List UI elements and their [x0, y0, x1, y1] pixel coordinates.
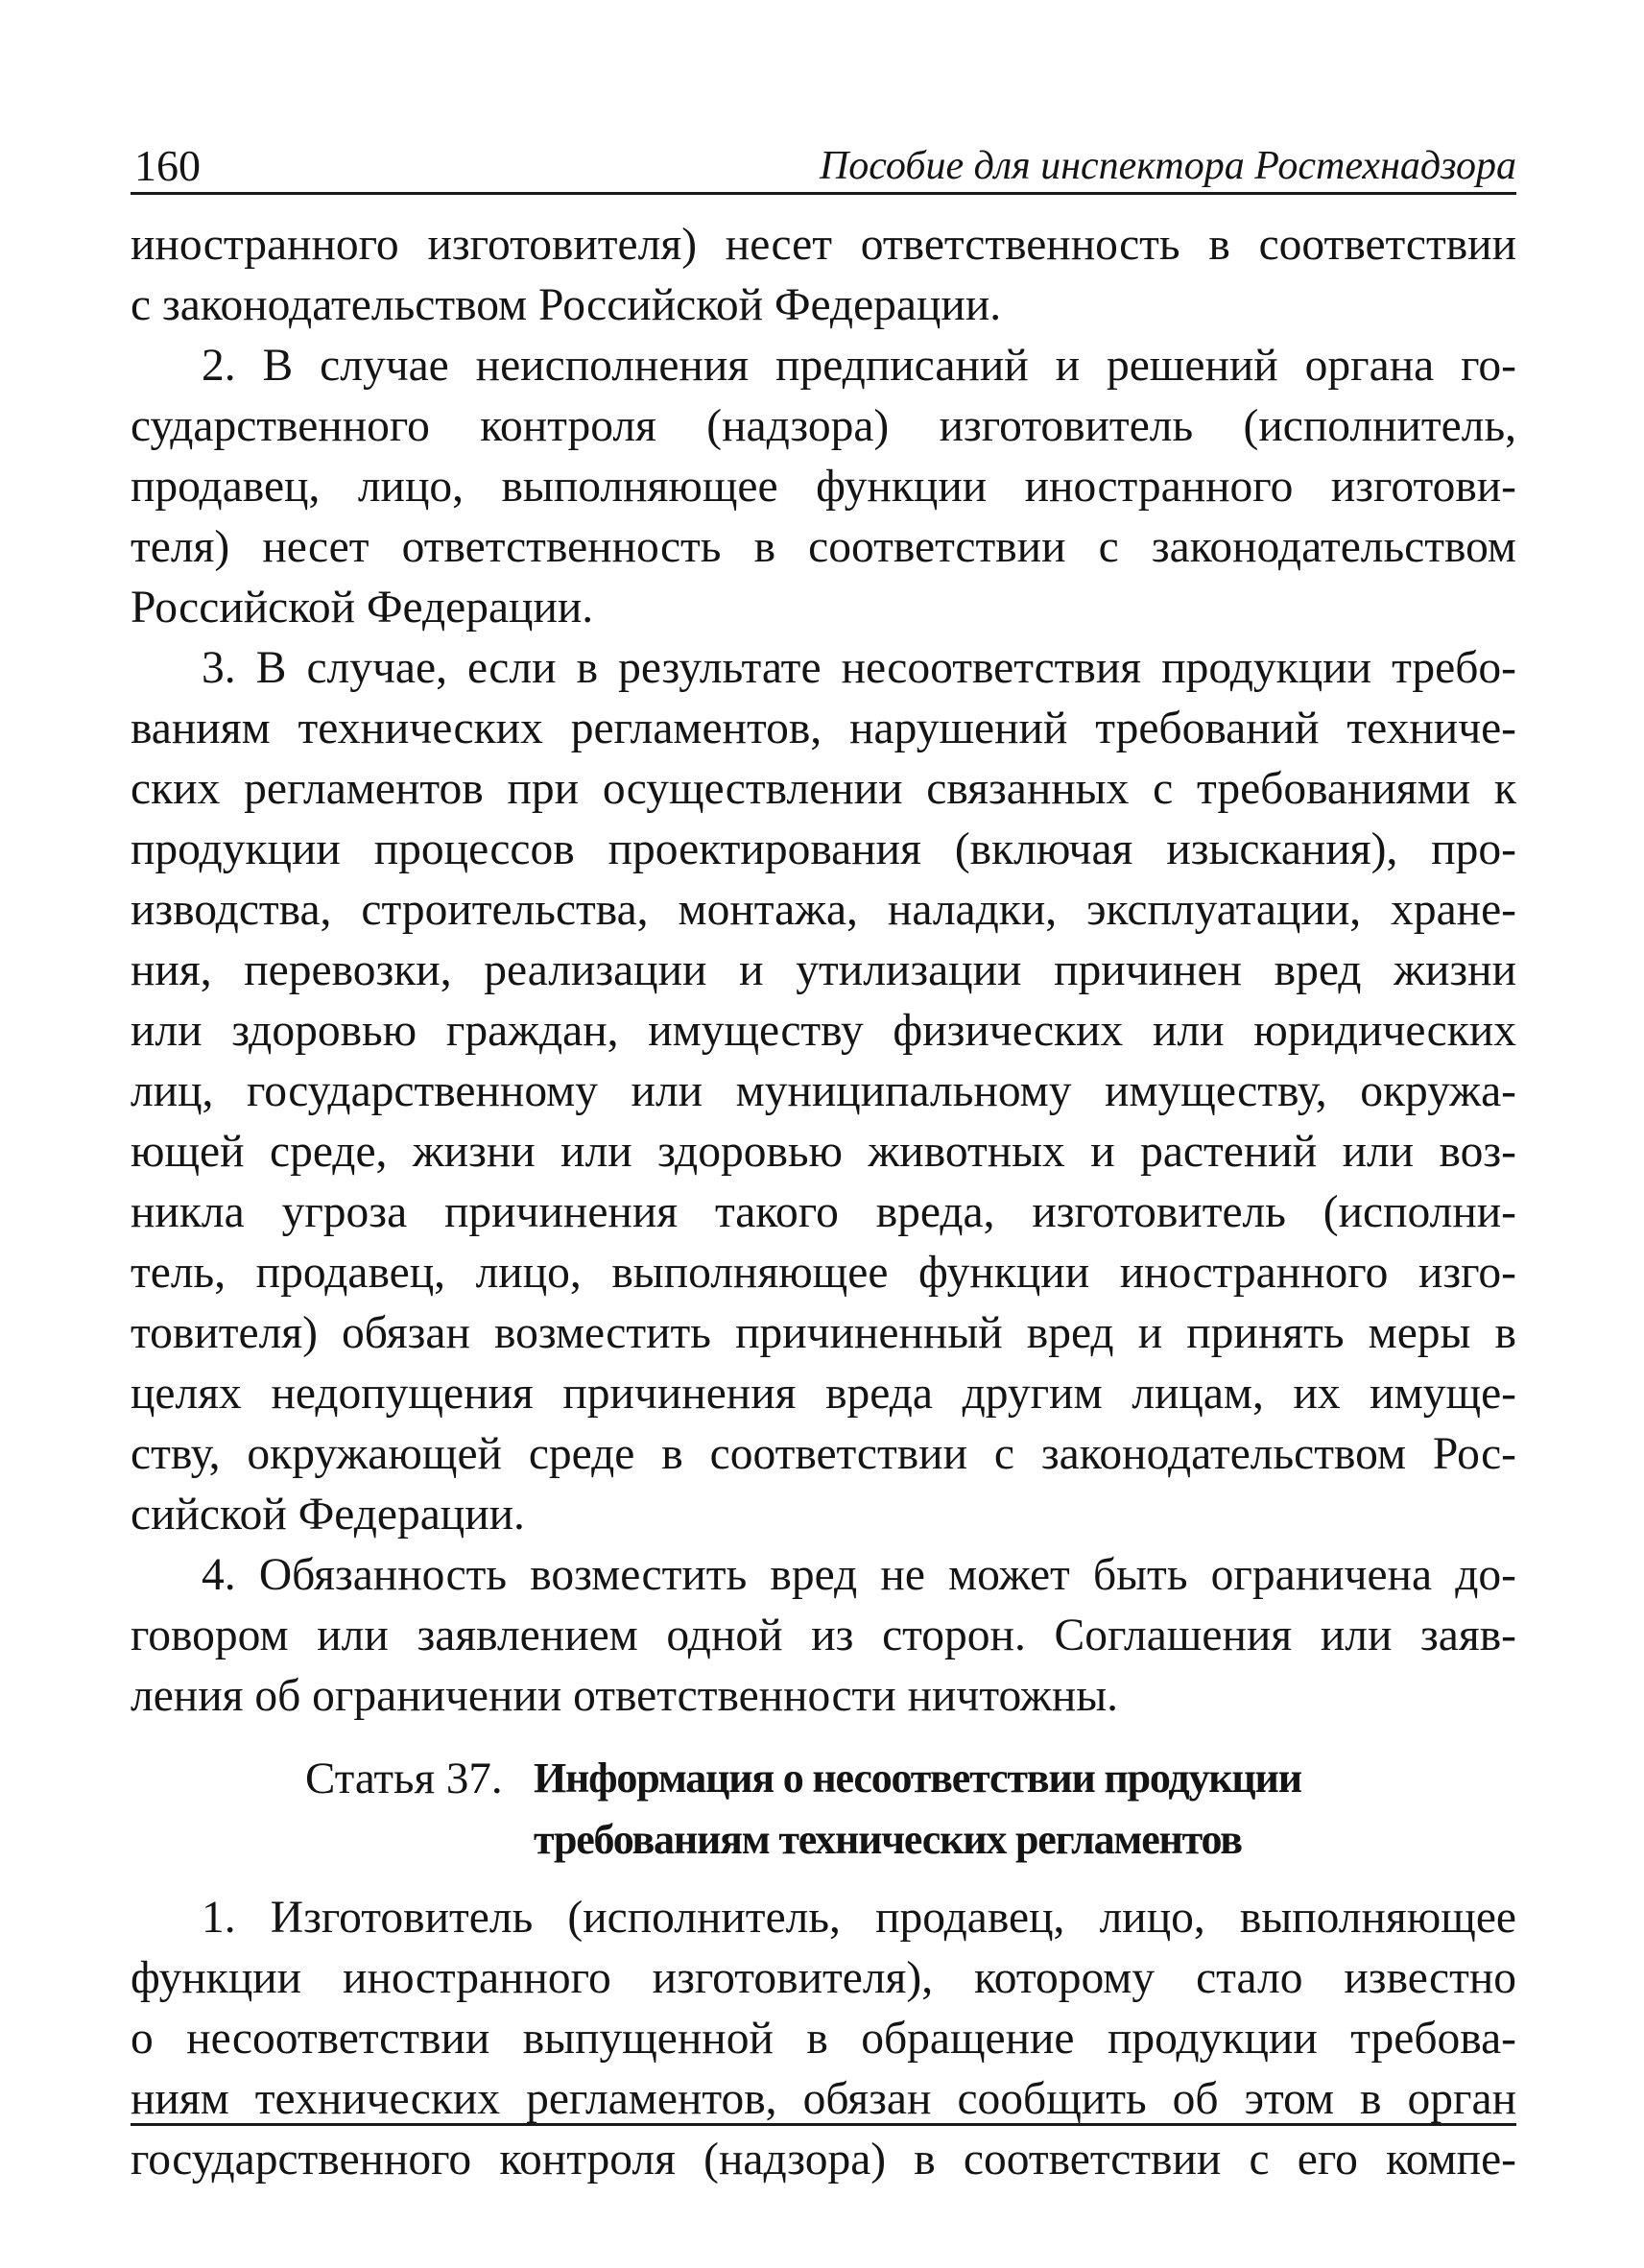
paragraph-clause-4 [131, 1545, 1516, 1727]
page-header [131, 132, 1516, 195]
footer-rule [131, 2123, 1516, 2126]
text-line: лиц, государственному или муниципальному имуществу, окружа- [131, 1066, 1516, 1116]
text-line: функции иностранного изготовителя), которому стало известно [131, 1953, 1516, 2003]
text-line: теля) несет ответственность в соответствии с законодательством [131, 522, 1516, 572]
text-line: целях недопущения причинения вреда другим лицам, их имуще- [131, 1369, 1516, 1419]
text-line: о несоответствии выпущенной в обращение продукции требова- [131, 2014, 1516, 2064]
text-line: Российской Федерации. [131, 583, 594, 633]
paragraph-article-clause-1 [131, 1888, 1516, 2190]
text-line: продукции процессов проектирования (включая изыскания), про- [131, 824, 1516, 874]
paragraph-clause-3 [131, 638, 1516, 1545]
text-line: ющей среде, жизни или здоровью животных и растений или воз- [131, 1127, 1516, 1177]
article-label: Статья 37. [305, 1754, 503, 1803]
text-line: сударственного контроля (надзора) изготовитель (исполнитель, [131, 401, 1516, 451]
text-line: говором или заявлением одной из сторон. Соглашения или заяв- [131, 1611, 1516, 1660]
text-line: с законодательством Российской Федерации. [131, 280, 1002, 330]
text-line: ству, окружающей среде в соответствии с законодательством Рос- [131, 1429, 1516, 1479]
text-line: 1. Изготовитель (исполнитель, продавец, лицо, выполняющее [202, 1893, 1516, 1943]
text-line: сийской Федерации. [131, 1490, 525, 1540]
text-line: продавец, лицо, выполняющее функции иностранного изготови- [131, 462, 1516, 512]
page-number: 160 [134, 141, 201, 190]
text-line: никла угроза причинения такого вреда, изготовитель (исполни- [131, 1187, 1516, 1237]
text-line: тель, продавец, лицо, выполняющее функции иностранного изго- [131, 1248, 1516, 1298]
text-line: изводства, строительства, монтажа, наладки, эксплуатации, хране- [131, 885, 1516, 935]
text-line: ния, перевозки, реализации и утилизации причинен вред жизни [131, 945, 1516, 995]
paragraph-continuation [131, 215, 1516, 336]
text-line: 4. Обязанность возместить вред не может быть ограничена до- [202, 1550, 1516, 1600]
body-text [131, 215, 1516, 2190]
text-line: государственного контроля (надзора) в соответствии с его компе- [131, 2135, 1516, 2184]
paragraph-clause-2 [131, 336, 1516, 638]
text-line: ских регламентов при осуществлении связанных с требованиями к [131, 764, 1516, 814]
article-title-line: требованиям технических регламентов [534, 1816, 1242, 1863]
text-line: товителя) обязан возместить причиненный вред и принять меры в [131, 1308, 1516, 1358]
running-title: Пособие для инспектора Ростехнадзора [819, 144, 1516, 188]
text-line: 2. В случае неисполнения предписаний и решений органа го- [202, 341, 1516, 391]
text-line: иностранного изготовителя) несет ответственность в соответствии [131, 220, 1516, 270]
article-heading [131, 1748, 1516, 1871]
text-line: ниям технических регламентов, обязан сообщить об этом в орган [131, 2074, 1516, 2124]
text-line: ления об ограничении ответственности ничтожны. [131, 1671, 1119, 1721]
text-line: 3. В случае, если в результате несоответствия продукции требо- [202, 643, 1516, 693]
text-line: или здоровью граждан, имуществу физических или юридических [131, 1006, 1516, 1056]
text-line: ваниям технических регламентов, нарушений требований техниче- [131, 704, 1516, 753]
article-title-line: Информация о несоответствии продукции [534, 1755, 1301, 1802]
